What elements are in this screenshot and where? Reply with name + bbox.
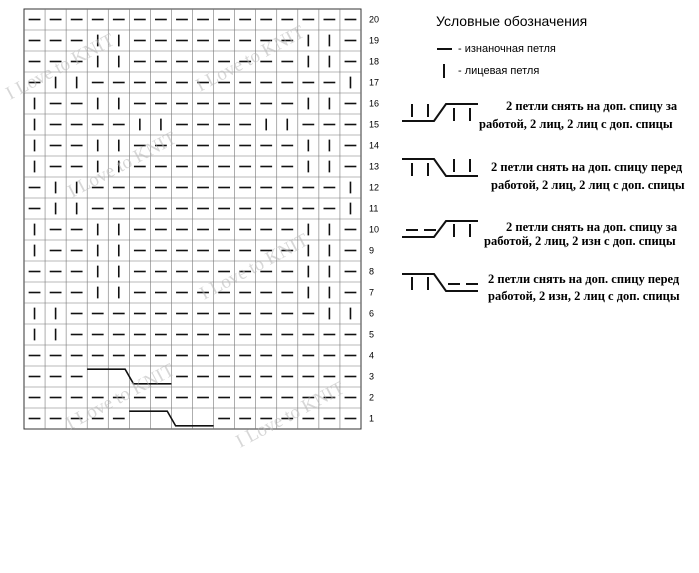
cable-2-2-left-purl-icon	[402, 274, 478, 291]
cable-2-2-left-knit-icon	[402, 159, 478, 176]
row-numbers	[369, 15, 379, 424]
legend-cable-2-line-2: работой, 2 лиц, 2 лиц с доп. спицы	[491, 178, 685, 192]
row-number: 6	[369, 308, 375, 319]
legend-cable-4-line-2: работой, 2 изн, 2 лиц с доп. спицы	[488, 289, 680, 303]
legend-knit-label: - лицевая петля	[458, 65, 540, 77]
row-number: 4	[369, 350, 375, 361]
watermark: I Love to KNIT	[64, 127, 181, 203]
watermark: I Love to KNIT	[232, 377, 349, 453]
row-number: 20	[369, 14, 380, 25]
row-number: 8	[369, 266, 375, 277]
row-number: 9	[369, 245, 375, 256]
legend-cable-1-line-2: работой, 2 лиц, 2 лиц с доп. спицы	[479, 117, 673, 131]
cable-2-2-right-knit-icon	[402, 104, 478, 121]
legend-purl-label: - изнаночная петля	[458, 43, 556, 55]
row-number: 16	[369, 98, 380, 109]
legend-title: Условные обозначения	[436, 13, 588, 29]
legend-cable-3-line-2: работой, 2 лиц, 2 изн с доп. спицы	[484, 234, 676, 248]
watermark: I Love to KNIT	[196, 229, 313, 305]
watermark: I Love to KNIT	[192, 21, 309, 97]
stitch-grid	[24, 9, 361, 429]
legend-cable-1-line-1: 2 петли снять на доп. спицу за	[506, 99, 678, 113]
row-number: 18	[369, 56, 380, 67]
row-number: 14	[369, 140, 380, 151]
row-number: 5	[369, 329, 375, 340]
row-number: 1	[369, 413, 375, 424]
legend-cable-3-line-1: 2 петли снять на доп. спицу за	[506, 220, 678, 234]
row-number: 15	[369, 119, 380, 130]
legend	[402, 13, 685, 303]
row-number: 11	[369, 203, 379, 214]
legend-cable-4-line-1: 2 петли снять на доп. спицу перед	[488, 272, 680, 286]
row-number: 2	[369, 392, 375, 403]
row-number: 3	[369, 371, 375, 382]
cable-2-2-right-purl-icon	[402, 221, 478, 237]
row-number: 17	[369, 77, 380, 88]
row-number: 19	[369, 35, 380, 46]
row-number: 13	[369, 161, 380, 172]
legend-cable-2-line-1: 2 петли снять на доп. спицу перед	[491, 160, 683, 174]
row-number: 7	[369, 287, 375, 298]
watermark: I Love to KNIT	[2, 29, 119, 105]
watermark: I Love to KNIT	[62, 359, 179, 435]
row-number: 10	[369, 224, 380, 235]
row-number: 12	[369, 182, 380, 193]
